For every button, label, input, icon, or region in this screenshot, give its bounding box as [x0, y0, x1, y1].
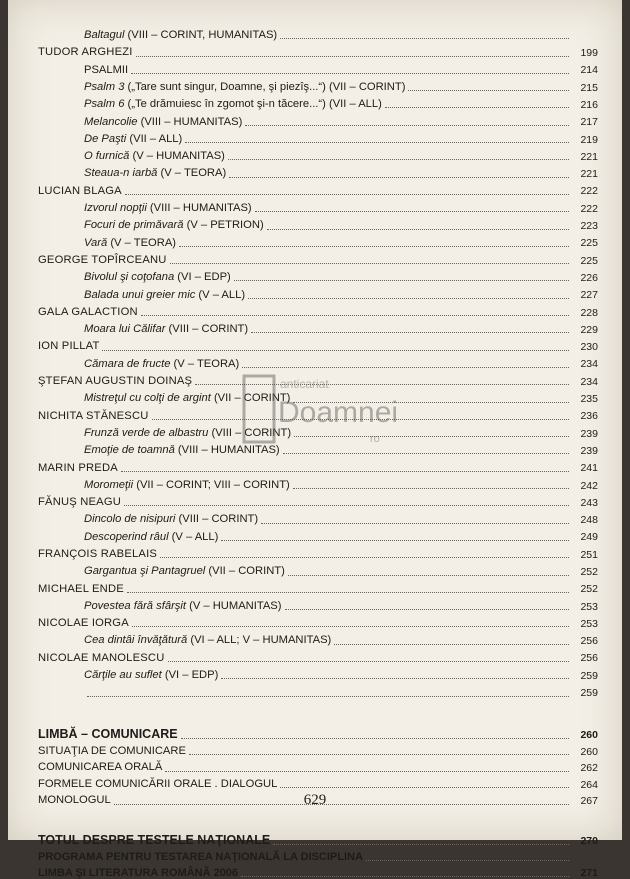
work-edition: (VIII – CORINT) — [175, 513, 259, 526]
page-ref: 236 — [580, 410, 598, 423]
heading-text: PROGRAMA PENTRU TESTAREA NAŢIONALĂ LA DISCIPLINA — [38, 850, 363, 863]
work-entry-text — [84, 82, 405, 93]
work-title: Gargantua şi Pantagruel — [84, 565, 206, 578]
work-entry-text — [84, 359, 239, 370]
toc-author-entry — [38, 249, 598, 266]
work-edition: (V – HUMANITAS) — [185, 599, 282, 612]
work-entry-text — [84, 30, 277, 41]
dot-leader — [125, 194, 569, 195]
dot-leader — [131, 73, 569, 74]
work-entry-text — [84, 151, 225, 162]
toc-heading-entry — [38, 847, 598, 863]
work-edition: (VII – ALL) — [126, 132, 183, 145]
heading-text: COMUNICAREA ORALĂ — [38, 761, 163, 774]
work-title: De Paşti — [84, 132, 127, 145]
work-edition: (V – HUMANITAS) — [129, 150, 225, 163]
work-entry-text — [84, 168, 226, 179]
toc-work-entry — [38, 629, 598, 646]
work-title: Melancolie — [84, 115, 138, 128]
dot-leader — [181, 738, 569, 739]
toc-author-entry — [38, 41, 598, 58]
dot-leader — [170, 263, 569, 264]
work-entry-text — [84, 117, 242, 128]
dot-leader — [234, 280, 569, 281]
work-title: Descoperind râul — [84, 530, 169, 543]
page-ref: 251 — [580, 548, 598, 561]
page-ref: 271 — [580, 867, 598, 879]
watermark-text-2: Doamnei — [278, 396, 399, 429]
page-ref: 262 — [580, 762, 598, 775]
page-ref: 264 — [580, 778, 598, 791]
author-name: MICHAEL ENDE — [38, 582, 124, 595]
author-name: NICOLAE IORGA — [38, 617, 129, 630]
toc-work-entry — [38, 318, 598, 335]
dot-leader — [229, 177, 569, 178]
work-entry-text — [84, 220, 264, 231]
page-ref: 260 — [580, 745, 598, 758]
heading-text: FORMELE COMUNICĂRII ORALE . DIALOGUL — [38, 777, 278, 790]
work-title: PSALMII — [84, 63, 129, 76]
page-ref: 225 — [580, 237, 598, 250]
toc-author-entry — [38, 491, 598, 508]
work-title: Moara lui Călifar — [84, 323, 166, 336]
author-name: ŞTEFAN AUGUSTIN DOINAŞ — [38, 375, 193, 388]
page-ref: 216 — [580, 98, 598, 111]
work-title: Povestea fără sfârşit — [84, 599, 186, 612]
dot-leader — [293, 488, 569, 489]
work-title: Cămara de fructe — [84, 357, 171, 370]
work-entry-text — [84, 670, 218, 681]
page-ref: 235 — [580, 393, 598, 406]
toc-work-entry — [38, 93, 598, 110]
page-ref: 221 — [580, 150, 598, 163]
work-entry-text — [84, 99, 382, 110]
page-ref: 253 — [580, 617, 598, 630]
toc-work-entry — [38, 24, 598, 41]
toc-author-entry — [38, 647, 598, 664]
work-title: Mistreţul cu colţi de argint — [84, 392, 211, 405]
page-ref: 234 — [580, 358, 598, 371]
page-ref: 217 — [580, 116, 598, 129]
dot-leader — [245, 125, 569, 126]
dot-leader — [179, 246, 569, 247]
dot-leader — [285, 609, 570, 610]
work-entry-text — [84, 514, 258, 525]
page-ref: 222 — [580, 185, 598, 198]
dot-leader — [185, 142, 569, 143]
page-ref: 267 — [580, 795, 598, 808]
author-name: GEORGE TOPÎRCEANU — [38, 253, 167, 266]
work-entry-text — [84, 601, 282, 612]
work-edition: (VIII – CORINT, HUMANITAS) — [124, 29, 278, 42]
page-ref: 256 — [580, 652, 598, 665]
work-title: Izvorul nopţii — [84, 202, 147, 215]
work-title: Cea dintâi învăţătură — [84, 634, 188, 647]
dot-leader — [136, 56, 569, 57]
toc-work-entry — [38, 162, 598, 179]
toc-work-entry — [38, 214, 598, 231]
work-entry-text — [84, 324, 248, 335]
page-ref: 252 — [580, 566, 598, 578]
work-title: Cărţile au suflet — [84, 669, 162, 682]
work-title: Steaua-n iarbă — [84, 167, 158, 180]
toc-work-entry — [38, 128, 598, 145]
work-title: Psalm 3 — [84, 80, 125, 93]
work-edition: (V – ALL) — [168, 530, 219, 543]
section-spacer — [38, 807, 598, 829]
work-edition: (V – TEORA) — [157, 167, 227, 180]
page-ref: 222 — [580, 202, 598, 215]
watermark-text-1: anticariat — [280, 377, 329, 391]
watermark-text-3: ro — [370, 433, 380, 445]
work-edition: (VIII – CORINT) — [165, 323, 249, 336]
work-edition: (VII – CORINT) — [205, 565, 285, 578]
work-entry-text — [84, 290, 245, 301]
dot-leader — [160, 557, 569, 558]
dot-leader — [267, 229, 569, 230]
dot-leader — [273, 844, 569, 845]
dot-leader — [87, 696, 569, 697]
dot-leader — [241, 876, 569, 877]
toc-heading-entry — [38, 723, 598, 741]
page-ref: 199 — [580, 47, 598, 60]
section-spacer — [38, 699, 598, 723]
work-title: Frunză verde de albastru — [84, 426, 209, 439]
heading-text: LIMBA ŞI LITERATURA ROMÂNĂ 2006 — [38, 866, 239, 879]
toc-heading-entry — [38, 741, 598, 758]
toc-heading-entry — [38, 863, 598, 879]
dot-leader — [141, 315, 569, 316]
work-title: Dincolo de nisipuri — [84, 513, 176, 526]
toc-work-entry — [38, 664, 598, 681]
page-ref: 214 — [580, 64, 598, 77]
work-entry-text — [84, 635, 331, 646]
work-entry-text — [84, 566, 285, 577]
page-ref: 230 — [580, 341, 598, 354]
heading-text: LIMBĂ – COMUNICARE — [38, 727, 178, 742]
work-entry-text — [84, 134, 182, 145]
toc-author-entry — [38, 543, 598, 560]
page-ref: 242 — [580, 479, 598, 492]
page-ref: 270 — [580, 835, 598, 848]
work-edition: (V – TEORA) — [107, 236, 177, 249]
work-title: Balada unui greier mic — [84, 288, 196, 301]
toc-author-entry — [38, 456, 598, 473]
page-ref: 252 — [580, 583, 598, 596]
toc-heading-entry — [38, 757, 598, 774]
work-edition: („Tare sunt singur, Doamne, şi piezîş...“) (VII – CORINT) — [124, 80, 406, 93]
page-ref: 259 — [580, 669, 598, 682]
toc-work-entry — [38, 232, 598, 249]
work-title: Baltagul — [84, 29, 125, 42]
dot-leader — [165, 771, 569, 772]
work-edition: (VI – EDP) — [174, 271, 231, 284]
toc-work-entry — [38, 595, 598, 612]
heading-text: SITUAŢIA DE COMUNICARE — [38, 744, 186, 757]
page-ref: 249 — [580, 531, 598, 544]
work-edition: (V – TEORA) — [170, 357, 240, 370]
toc-work-entry — [38, 197, 598, 214]
page-ref: 215 — [580, 81, 598, 94]
work-title: Vară — [84, 236, 108, 249]
toc-work-entry — [38, 145, 598, 162]
dot-leader — [288, 575, 569, 576]
page-ref: 259 — [580, 687, 598, 700]
toc-work-entry — [38, 560, 598, 577]
author-name: MARIN PREDA — [38, 461, 118, 474]
toc-author-entry — [38, 612, 598, 629]
toc-work-entry — [38, 474, 598, 491]
toc-author-entry — [38, 578, 598, 595]
dot-leader — [228, 159, 569, 160]
dot-leader — [334, 644, 569, 645]
dot-leader — [221, 540, 569, 541]
toc-work-entry — [38, 59, 598, 76]
page-ref: 239 — [580, 444, 598, 457]
work-edition: (VII – CORINT; VIII – CORINT) — [133, 478, 290, 491]
work-entry-text — [84, 532, 218, 543]
toc-author-entry — [38, 180, 598, 197]
work-edition: (VIII – HUMANITAS) — [174, 444, 280, 457]
author-name: FRANÇOIS RABELAIS — [38, 548, 158, 560]
page-ref: 226 — [580, 271, 598, 284]
dot-leader — [280, 38, 569, 39]
dot-leader — [261, 523, 569, 524]
page-ref: 241 — [580, 462, 598, 475]
toc-author-entry — [38, 301, 598, 318]
page-ref: 225 — [580, 254, 598, 267]
dot-leader — [366, 860, 569, 861]
toc-blank-entry — [38, 681, 598, 698]
dot-leader — [132, 626, 569, 627]
dot-leader — [280, 787, 569, 788]
page-ref: 219 — [580, 133, 598, 146]
dot-leader — [121, 471, 569, 472]
toc-work-entry — [38, 110, 598, 127]
toc-author-entry — [38, 335, 598, 352]
work-entry-text — [84, 480, 290, 491]
page-ref: 239 — [580, 427, 598, 440]
work-edition: (VII – CORINT) — [210, 392, 291, 405]
work-entry-text — [84, 203, 252, 214]
heading-text: TOTUL DESPRE TESTELE NAŢIONALE — [38, 833, 271, 848]
work-edition: (V – PETRION) — [183, 219, 264, 232]
dot-leader — [102, 350, 569, 351]
work-entry-text — [84, 272, 231, 283]
work-title: Psalm 6 — [84, 98, 125, 111]
work-title: Emoţie de toamnă — [84, 444, 175, 457]
page-ref: 229 — [580, 323, 598, 336]
page-number: 629 — [303, 792, 327, 808]
watermark-logo — [240, 362, 400, 458]
author-name: GALA GALACTION — [38, 305, 138, 318]
work-edition: (VIII – CORINT) — [208, 426, 292, 439]
page-ref: 248 — [580, 514, 598, 527]
dot-leader — [189, 754, 569, 755]
work-entry-text — [84, 238, 176, 249]
author-name: ION PILLAT — [38, 340, 100, 353]
work-edition: (VIII – HUMANITAS) — [137, 115, 243, 128]
dot-leader — [124, 505, 569, 506]
dot-leader — [248, 298, 569, 299]
heading-text: MONOLOGUL — [38, 794, 111, 807]
dot-leader — [255, 211, 569, 212]
work-edition: (V – ALL) — [195, 288, 246, 301]
page-ref: 256 — [580, 635, 598, 648]
work-edition: („Te drămuiesc în zgomot şi-n tăcere...“) (VII – ALL) — [124, 98, 382, 111]
page-ref: 221 — [580, 168, 598, 181]
dot-leader — [251, 332, 569, 333]
toc-work-entry — [38, 283, 598, 300]
dot-leader — [385, 107, 569, 108]
dot-leader — [221, 678, 569, 679]
page-ref: 260 — [580, 729, 598, 742]
work-title: O furnică — [84, 150, 130, 163]
work-title: Moromeţii — [84, 478, 134, 491]
page-ref: 227 — [580, 289, 598, 302]
author-name: TUDOR ARGHEZI — [38, 46, 133, 59]
book-page — [8, 0, 622, 879]
dot-leader — [168, 661, 570, 662]
author-name: NICHITA STĂNESCU — [38, 409, 149, 422]
toc-work-entry — [38, 508, 598, 525]
toc-tests-section — [38, 829, 598, 879]
toc-work-entry — [38, 266, 598, 283]
author-name: NICOLAE MANOLESCU — [38, 651, 165, 664]
work-title: Focuri de primăvară — [84, 219, 184, 232]
page-ref: 243 — [580, 496, 598, 509]
toc-work-entry — [38, 526, 598, 543]
dot-leader — [408, 90, 569, 91]
toc-heading-entry — [38, 829, 598, 847]
page-ref: 223 — [580, 220, 598, 233]
work-edition: (VI – ALL; V – HUMANITAS) — [187, 634, 332, 647]
work-edition: (VIII – HUMANITAS) — [146, 202, 252, 215]
author-name: FĂNUŞ NEAGU — [38, 496, 122, 509]
toc-work-entry — [38, 76, 598, 93]
page-ref: 234 — [580, 375, 598, 388]
author-name: LUCIAN BLAGA — [38, 184, 122, 197]
page-ref: 228 — [580, 306, 598, 319]
page-ref: 253 — [580, 600, 598, 613]
toc-heading-entry — [38, 774, 598, 791]
dot-leader — [127, 592, 569, 593]
work-title: Bivolul şi coţofana — [84, 271, 175, 284]
work-edition: (VI – EDP) — [161, 669, 219, 682]
